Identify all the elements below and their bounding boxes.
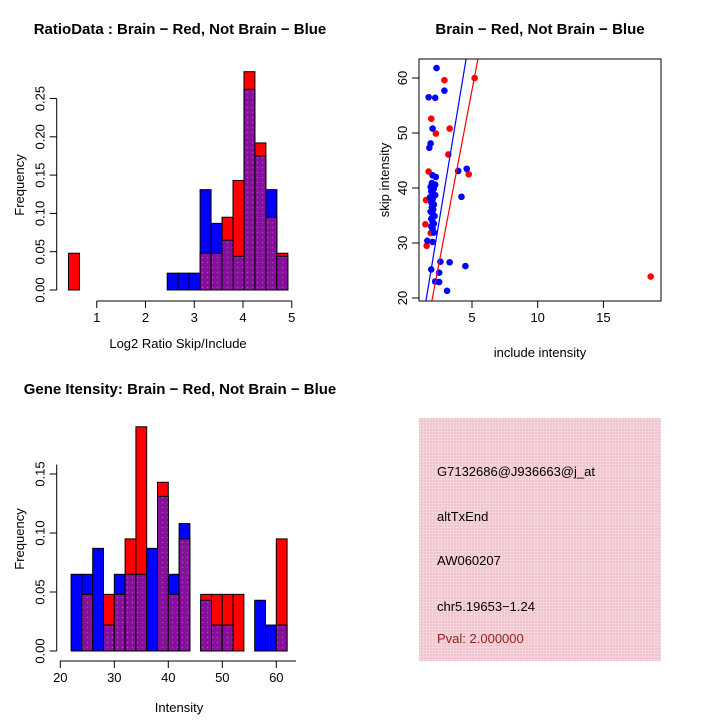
not-brain-point [463, 165, 470, 172]
fit-line-red [432, 59, 478, 300]
svg-text:0.20: 0.20 [32, 124, 48, 150]
x-axis [97, 301, 292, 308]
intensity-scatter-plot [360, 0, 720, 360]
svg-text:4: 4 [239, 310, 247, 325]
gene-id-text: G7132686@J936663@j_at [437, 464, 595, 479]
pval-text: Pval: 2.000000 [437, 631, 524, 646]
not-brain-point [433, 65, 440, 72]
svg-text:0.00: 0.00 [32, 277, 48, 303]
svg-text:20: 20 [53, 670, 68, 685]
x-axis [472, 301, 603, 308]
svg-text:10: 10 [530, 310, 545, 325]
svg-text:0.15: 0.15 [32, 162, 48, 188]
brain-point [428, 115, 435, 122]
brain-point [446, 125, 453, 132]
not-brain-point [431, 229, 438, 236]
ratio-y-axis-label: Frequency [12, 154, 27, 216]
not-brain-point [446, 259, 453, 266]
brain-point [441, 77, 448, 84]
not-brain-point [458, 194, 465, 201]
svg-text:60: 60 [269, 670, 284, 685]
svg-text:50: 50 [215, 670, 230, 685]
y-axis [50, 99, 57, 291]
y-axis [412, 78, 419, 298]
not-brain-point [429, 125, 436, 132]
locus-text: chr5.19653−1.24 [437, 599, 535, 614]
svg-text:5: 5 [288, 310, 296, 325]
svg-text:3: 3 [190, 310, 198, 325]
not-brain-point [441, 87, 448, 94]
brain-point [422, 221, 429, 228]
svg-text:0.00: 0.00 [32, 638, 48, 664]
svg-text:0.15: 0.15 [32, 461, 48, 487]
svg-text:50: 50 [395, 125, 410, 141]
svg-text:30: 30 [395, 235, 410, 251]
svg-text:0.05: 0.05 [32, 579, 48, 605]
not-brain-point [432, 95, 439, 102]
svg-text:30: 30 [107, 670, 122, 685]
scatter-y-axis-label: skip intensity [377, 142, 392, 218]
histogram-bars [71, 427, 287, 651]
x-axis [60, 661, 296, 668]
svg-text:40: 40 [395, 180, 410, 196]
ratio-histogram-plot [0, 0, 360, 360]
svg-text:5: 5 [468, 310, 476, 325]
not-brain-point [436, 279, 443, 286]
svg-text:0.05: 0.05 [32, 239, 48, 265]
svg-text:0.10: 0.10 [32, 200, 48, 227]
gene-info-panel [419, 418, 661, 661]
svg-text:60: 60 [395, 70, 410, 86]
scatter-title: Brain − Red, Not Brain − Blue [435, 21, 645, 38]
not-brain-point [426, 145, 433, 152]
svg-text:20: 20 [395, 290, 410, 306]
event-type-text: altTxEnd [437, 509, 489, 524]
svg-text:0.25: 0.25 [32, 85, 48, 112]
svg-text:40: 40 [161, 670, 176, 685]
not-brain-point [462, 263, 469, 270]
gene-intensity-x-axis-label: Intensity [154, 700, 204, 715]
y-axis [50, 465, 57, 651]
ratio-x-axis-label: Log2 Ratio Skip/Include [109, 336, 247, 351]
svg-text:1: 1 [93, 310, 101, 325]
not-brain-point [437, 258, 444, 265]
svg-text:0.10: 0.10 [32, 520, 48, 546]
accession-text: AW060207 [437, 553, 501, 568]
not-brain-point [425, 94, 432, 101]
not-brain-point [433, 174, 440, 181]
gene-intensity-y-axis-label: Frequency [12, 508, 27, 570]
gene-intensity-title: Gene Itensity: Brain − Red, Not Brain − Blue [23, 381, 337, 398]
ratio-histogram-title: RatioData : Brain − Red, Not Brain − Blue [33, 21, 327, 38]
histogram-bars [68, 72, 287, 290]
not-brain-point [444, 288, 451, 295]
gene-intensity-histogram-plot [0, 360, 360, 720]
fit-line-blue [426, 59, 466, 300]
scatter-x-axis-label: include intensity [493, 345, 587, 360]
brain-point [647, 273, 654, 280]
svg-text:15: 15 [596, 310, 611, 325]
svg-text:2: 2 [141, 310, 150, 325]
scatter-points [422, 65, 654, 294]
